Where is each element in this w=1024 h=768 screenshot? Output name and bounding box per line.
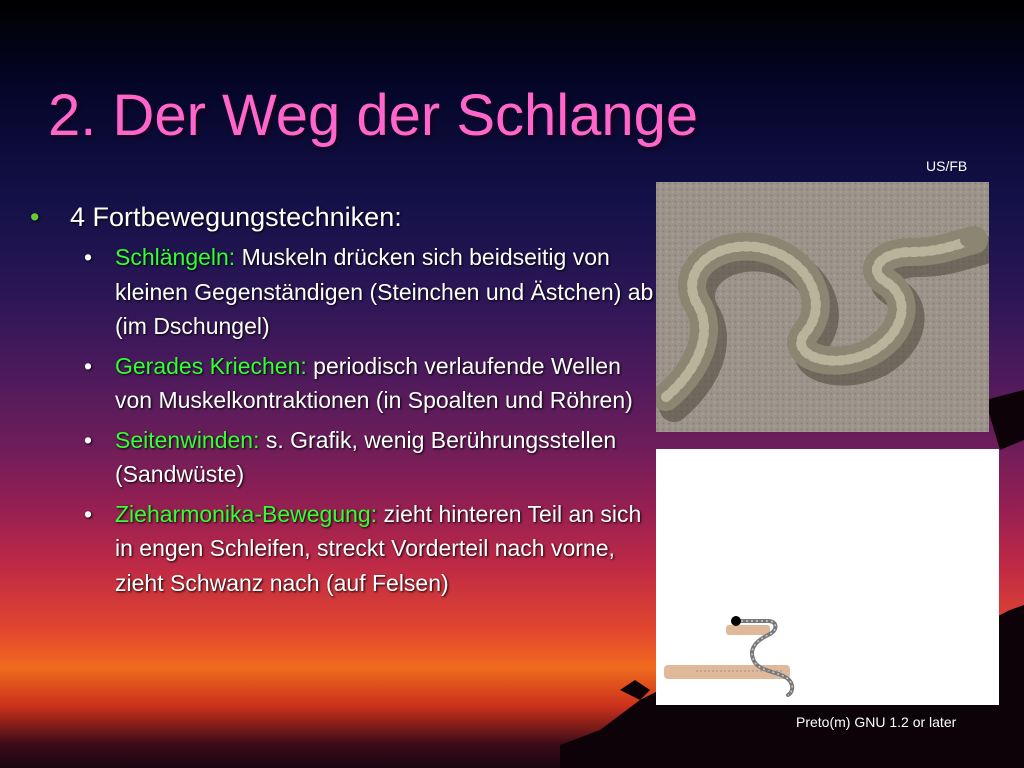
technique-term: Seitenwinden:	[115, 426, 260, 453]
technique-description: Muskeln drücken sich beidseitig von kleinen Gegenständigen (Steinchen und Ästchen) ab (im Dschungel)	[115, 244, 654, 339]
image-credit-bottom: Preto(m) GNU 1.2 or later	[796, 714, 957, 730]
technique-term: Zieharmonika-Bewegung:	[115, 500, 378, 527]
technique-item	[70, 349, 658, 418]
main-bullet-text: 4 Fortbewegungstechniken:	[70, 202, 402, 232]
technique-description: periodisch verlaufende Wellen von Muskelkontraktionen (in Spoalten und Röhren)	[115, 352, 633, 413]
image-credit-top: US/FB	[926, 158, 968, 174]
technique-description: zieht hinteren Teil an sich in engen Schleifen, streckt Vorderteil nach vorne, zieht Schwanz nach (auf Felsen)	[115, 500, 642, 596]
technique-description: s. Grafik, wenig Berührungsstellen (Sandwüste)	[115, 426, 617, 487]
slide-title: 2. Der Weg der Schlange	[48, 83, 699, 148]
content-list	[28, 198, 658, 605]
technique-term: Schlängeln:	[115, 244, 236, 270]
technique-item	[70, 423, 658, 492]
technique-term: Gerades Kriechen:	[115, 352, 307, 379]
main-bullet	[28, 198, 658, 600]
sidewinding-diagram	[656, 449, 999, 705]
technique-item	[70, 497, 658, 601]
technique-item	[70, 240, 658, 344]
technique-list	[70, 240, 658, 600]
snake-photo	[656, 182, 989, 432]
